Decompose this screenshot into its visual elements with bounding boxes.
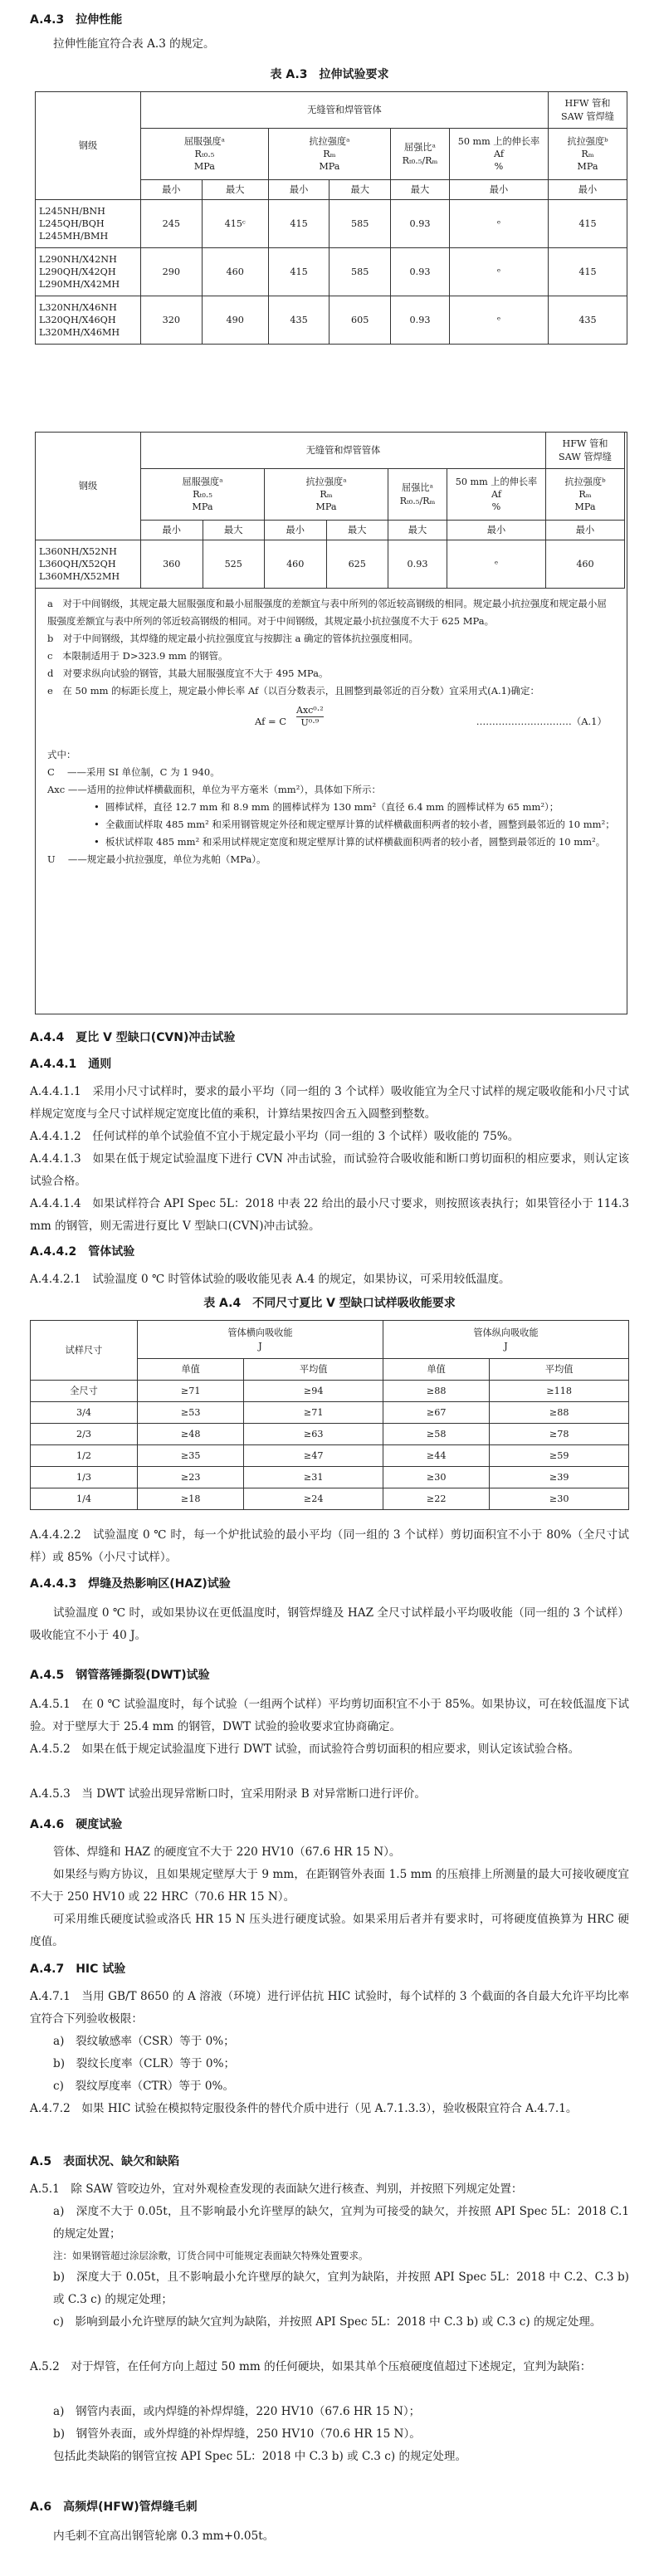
- value-cell: ≥59: [490, 1445, 629, 1467]
- tensile-max-header: 最大: [326, 521, 388, 540]
- value-cell: 0.93: [391, 248, 450, 296]
- size-header: 试样尺寸: [31, 1321, 138, 1381]
- grade-cell: L290NH/X42NH L290QH/X42QH L290MH/X42MH: [36, 248, 141, 296]
- paragraph-a51: A.5.1 除 SAW 管咬边外，宜对外观检查发现的表面缺欠进行核查、判别，并按照下列规定处置：: [30, 2183, 523, 2196]
- value-cell: 605: [330, 296, 391, 345]
- value-cell: ≥71: [244, 1402, 383, 1424]
- grade-cell: L360NH/X52NH L360QH/X52QH L360MH/X52MH: [36, 540, 141, 589]
- value-cell: ≥58: [383, 1424, 489, 1445]
- value-cell: ≥63: [244, 1424, 383, 1445]
- paragraph-a4411: A.4.4.1.1 采用小尺寸试样时，要求的最小平均（同一组的 3 个试样）吸收能宜为全尺寸试样的规定吸收能和小尺寸试样规定宽度与全尺寸试样规定宽度比值的乘积，计算结果按四舍五入圆整到整数。: [30, 1085, 629, 1121]
- single-header: 单值: [138, 1359, 244, 1381]
- section-a443-heading: A.4.4.3 焊缝及热影响区(HAZ)试验: [30, 1577, 231, 1591]
- value-cell: 360: [141, 540, 203, 589]
- value-cell: ≥22: [383, 1488, 489, 1510]
- value-cell: 435: [268, 296, 330, 345]
- elong-header: 50 mm 上的伸长率 Af %: [450, 129, 549, 180]
- list-item: a) 钢管内表面，或内焊缝的补焊焊缝，220 HV10（67.6 HR 15 N）；: [53, 2405, 421, 2418]
- value-cell: 415: [549, 200, 627, 248]
- formula-numerator: Axc⁰·²: [296, 705, 324, 716]
- weld-tensile-header: 抗拉强度ᵇ Rₘ MPa: [549, 129, 627, 180]
- ratio-header: 屈强比ᵃ Rₜ₀.₅/Rₘ: [388, 469, 447, 521]
- value-cell: 0.93: [388, 540, 447, 589]
- weld-min-header: 最小: [546, 521, 625, 540]
- average-header: 平均值: [244, 1359, 383, 1381]
- footnote-e: e 在 50 mm 的标距长度上，规定最小伸长率 Af（以百分数表示，且圆整到最邻近的百分数）宜采用式(A.1)确定：: [47, 685, 539, 697]
- yield-max-header: 最大: [202, 180, 268, 200]
- tensile-min-header: 最小: [268, 180, 330, 200]
- list-item: b) 钢管外表面，或外焊缝的补焊焊缝，250 HV10（70.6 HR 15 N）。: [53, 2427, 421, 2441]
- table-a4: [30, 1320, 629, 1510]
- value-cell: ᵉ: [447, 540, 546, 589]
- value-cell: ᵉ: [450, 248, 549, 296]
- section-a46-heading: A.4.6 硬度试验: [30, 1818, 123, 1831]
- value-cell: 0.93: [391, 296, 450, 345]
- value-cell: 245: [141, 200, 203, 248]
- size-cell: 1/2: [31, 1445, 138, 1467]
- table-a4-grid: [30, 1320, 629, 1510]
- value-cell: 415: [268, 248, 330, 296]
- paragraph-a4421: A.4.4.2.1 试验温度 0 ℃ 时管体试验的吸收能见表 A.4 的规定，如果协议，可采用较低温度。: [30, 1273, 510, 1286]
- table-row: [36, 248, 627, 296]
- list-item: c) 裂纹厚度率（CTR）等于 0%。: [53, 2080, 235, 2093]
- var-u: U ——规定最小抗拉强度，单位为兆帕（MPa）。: [47, 853, 266, 865]
- paragraph-a4413: A.4.4.1.3 如果在低于规定试验温度下进行 CVN 冲击试验，而试验符合吸收能和断口剪切面积的相应要求，则认定该试验合格。: [30, 1152, 629, 1188]
- section-a442-heading: A.4.4.2 管体试验: [30, 1245, 135, 1259]
- value-cell: 460: [202, 248, 268, 296]
- paragraph-a471: A.4.7.1 当用 GB/T 8650 的 A 溶液（环境）进行评估抗 HIC 试验时，每个试样的 3 个截面的各自最大允许平均比率宜符合下列验收极限：: [30, 1990, 629, 2026]
- paragraph-a4414: A.4.4.1.4 如果试样符合 API Spec 5L：2018 中表 22 给出的最小尺寸要求，则按照该表执行；如果管径小于 114.3 mm 的钢管，则无需进行夏比 V 型缺口(CVN)冲击试验。: [30, 1197, 629, 1233]
- size-cell: 1/4: [31, 1488, 138, 1510]
- weld-tensile-header: 抗拉强度ᵇ Rₘ MPa: [546, 469, 625, 521]
- ratio-header: 屈强比ᵃ Rₜ₀.₅/Rₘ: [391, 129, 450, 180]
- value-cell: ≥47: [244, 1445, 383, 1467]
- value-cell: ≥71: [138, 1381, 244, 1402]
- value-cell: ᵉ: [450, 296, 549, 345]
- value-cell: 460: [265, 540, 327, 589]
- paragraph-a4422: A.4.4.2.2 试验温度 0 ℃ 时，每一个炉批试验的最小平均（同一组的 3 个试样）剪切面积宜不小于 80%（全尺寸试样）或 85%（小尺寸试样）。: [30, 1528, 629, 1564]
- elong-min-header: 最小: [450, 180, 549, 200]
- value-cell: 460: [546, 540, 625, 589]
- value-cell: 435: [549, 296, 627, 345]
- longitudinal-header: 管体纵向吸收能 J: [383, 1321, 628, 1359]
- list-item: • 全截面试样取 485 mm² 和采用钢管规定外径和规定壁厚计算的试样横截面积两者的较小者，圆整到最邻近的 10 mm²；: [105, 816, 615, 833]
- value-cell: 525: [203, 540, 265, 589]
- body-group-header: 无缝管和焊管管体: [141, 433, 546, 469]
- value-cell: ≥39: [490, 1467, 629, 1488]
- note-a51: 注：如果钢管超过涂层涂敷，订货合同中可能规定表面缺欠特殊处置要求。: [53, 2250, 369, 2261]
- value-cell: 490: [202, 296, 268, 345]
- paragraph-a52: A.5.2 对于焊管，在任何方向上超过 50 mm 的任何硬块，如果其单个压痕硬度值超过下述规定，宜判为缺陷：: [30, 2360, 592, 2373]
- section-a43-intro: 拉伸性能宜符合表 A.3 的规定。: [53, 37, 215, 51]
- body-group-header: 无缝管和焊管管体: [141, 92, 549, 129]
- section-a5-heading: A.5 表面状况、缺欠和缺陷: [30, 2155, 180, 2168]
- var-c: C ——采用 SI 单位制，C 为 1 940。: [47, 766, 220, 778]
- var-axc: Axc ——适用的拉伸试样横截面积，单位为平方毫米（mm²），具体如下所示：: [47, 784, 382, 795]
- steel-grade-header: 钢级: [36, 433, 141, 540]
- value-cell: 415ᶜ: [202, 200, 268, 248]
- table-a3-part1: [35, 91, 627, 345]
- table-row: [31, 1488, 629, 1510]
- elong-min-header: 最小: [447, 521, 546, 540]
- table-row: [36, 200, 627, 248]
- formula-lhs: Af = C: [255, 716, 287, 727]
- paragraph-a4412: A.4.4.1.2 任何试样的单个试验值不宜小于规定最小平均（同一组的 3 个试样）吸收能的 75%。: [30, 1130, 520, 1143]
- weld-group-header: HFW 管和 SAW 管焊缝: [546, 433, 625, 469]
- table-a3-notes: [47, 595, 615, 868]
- value-cell: 320: [141, 296, 203, 345]
- tensile-min-header: 最小: [265, 521, 327, 540]
- table-a4-caption: 表 A.4 不同尺寸夏比 V 型缺口试样吸收能要求: [203, 1297, 456, 1310]
- paragraph-a6: 内毛刺不宜高出钢管轮廓 0.3 mm+0.05t。: [53, 2530, 275, 2543]
- weld-min-header: 最小: [549, 180, 627, 200]
- paragraph-a46-3: 可采用维氏硬度试验或洛氏 HR 15 N 压头进行硬度试验。如果采用后者并有要求时，可将硬度值换算为 HRC 硬度值。: [30, 1913, 629, 1948]
- paragraph-a46-1: 管体、焊缝和 HAZ 的硬度宜不大于 220 HV10（67.6 HR 15 N）。: [53, 1845, 401, 1859]
- paragraph-a472: A.4.7.2 如果 HIC 试验在模拟特定服役条件的替代介质中进行（见 A.7.1.3.3），验收极限宜符合 A.4.7.1。: [30, 2102, 578, 2115]
- value-cell: ≥24: [244, 1488, 383, 1510]
- value-cell: 415: [268, 200, 330, 248]
- section-a43-heading: A.4.3 拉伸性能: [30, 13, 123, 27]
- value-cell: ≥30: [490, 1488, 629, 1510]
- single-header: 单值: [383, 1359, 489, 1381]
- yield-max-header: 最大: [203, 521, 265, 540]
- list-item: a) 深度不大于 0.05t，且不影响最小允许壁厚的缺欠，宜判为可接受的缺欠，并按照 API Spec 5L：2018 C.1 的规定处置；: [53, 2205, 629, 2241]
- value-cell: ≥35: [138, 1445, 244, 1467]
- table-a3-grid: [35, 91, 627, 345]
- section-a44-heading: A.4.4 夏比 V 型缺口(CVN)冲击试验: [30, 1031, 236, 1044]
- value-cell: ᵉ: [450, 200, 549, 248]
- value-cell: 415: [549, 248, 627, 296]
- yield-min-header: 最小: [141, 180, 203, 200]
- section-a6-heading: A.6 高频焊(HFW)管焊缝毛刺: [30, 2500, 198, 2514]
- value-cell: ≥118: [490, 1381, 629, 1402]
- value-cell: ≥78: [490, 1424, 629, 1445]
- paragraph-a46-2: 如果经与购方协议，且如果规定壁厚大于 9 mm，在距钢管外表面 1.5 mm 的压痕排上所测量的最大可接收硬度宜不大于 250 HV10 或 22 HRC（70.6 HR 15 N）。: [30, 1868, 629, 1904]
- size-cell: 2/3: [31, 1424, 138, 1445]
- elong-header: 50 mm 上的伸长率 Af %: [447, 469, 546, 521]
- value-cell: ≥88: [383, 1381, 489, 1402]
- ratio-max-header: 最大: [391, 180, 450, 200]
- paragraph-a443: 试验温度 0 ℃ 时，或如果协议在更低温度时，钢管焊缝及 HAZ 全尺寸试样最小平均吸收能（同一组的 3 个试样）吸收能宜不小于 40 J。: [30, 1606, 629, 1642]
- paragraph-a451: A.4.5.1 在 0 ℃ 试验温度时，每个试验（一组两个试样）平均剪切面积宜不小于 85%。如果协议，可在较低温度下试验。对于壁厚大于 25.4 mm 的钢管，DWT 试验的验收要求宜协商确定。: [30, 1698, 629, 1733]
- value-cell: 585: [330, 248, 391, 296]
- value-cell: 585: [330, 200, 391, 248]
- footnote-d: d 对要求纵向试验的钢管，其最大屈服强度宜不大于 495 MPa。: [47, 667, 329, 679]
- value-cell: ≥30: [383, 1467, 489, 1488]
- paragraph-a453: A.4.5.3 当 DWT 试验出现异常断口时，宜采用附录 B 对异常断口进行评价。: [30, 1787, 426, 1801]
- size-cell: 3/4: [31, 1402, 138, 1424]
- value-cell: ≥18: [138, 1488, 244, 1510]
- table-row: [31, 1424, 629, 1445]
- section-a441-heading: A.4.4.1 通则: [30, 1058, 112, 1071]
- value-cell: ≥23: [138, 1467, 244, 1488]
- grade-cell: L245NH/BNH L245QH/BQH L245MH/BMH: [36, 200, 141, 248]
- grade-cell: L320NH/X46NH L320QH/X46QH L320MH/X46MH: [36, 296, 141, 345]
- size-cell: 1/3: [31, 1467, 138, 1488]
- table-a3-caption: 表 A.3 拉伸试验要求: [270, 68, 389, 81]
- value-cell: ≥53: [138, 1402, 244, 1424]
- paragraph-a52-tail: 包括此类缺陷的钢管宜按 API Spec 5L：2018 中 C.3 b) 或 C.3 c) 的规定处理。: [53, 2450, 467, 2463]
- formula-denominator: U⁰·⁹: [300, 717, 320, 728]
- footnote-a: a 对于中间钢级，其规定最大屈服强度和最小屈服强度的差额宜与表中所列的邻近较高钢级的相同。规定最小抗拉强度和规定最小屈服强度差额宜与表中所列的邻近较高钢级的相同。对于中间钢级，其规定最小抗拉强度不大于 625 MPa。: [47, 598, 607, 627]
- table-row: [31, 1445, 629, 1467]
- value-cell: 290: [141, 248, 203, 296]
- list-item: a) 裂纹敏感率（CSR）等于 0%；: [53, 2035, 235, 2048]
- value-cell: 625: [326, 540, 388, 589]
- value-cell: 0.93: [391, 200, 450, 248]
- paragraph-a452: A.4.5.2 如果在低于规定试验温度下进行 DWT 试验，而试验符合剪切面积的相应要求，则认定该试验合格。: [30, 1743, 580, 1756]
- value-cell: ≥48: [138, 1424, 244, 1445]
- yield-header: 屈服强度ᵃ Rₜ₀.₅ MPa: [141, 469, 265, 521]
- table-row: [31, 1467, 629, 1488]
- yield-min-header: 最小: [141, 521, 203, 540]
- table-row: [36, 540, 625, 589]
- list-item: b) 裂纹长度率（CLR）等于 0%；: [53, 2057, 236, 2070]
- ratio-max-header: 最大: [388, 521, 447, 540]
- where-label: 式中：: [47, 749, 76, 760]
- table-row: [31, 1402, 629, 1424]
- list-item: b) 深度大于 0.05t，且不影响最小允许壁厚的缺欠，宜判为缺陷，并按照 API Spec 5L：2018 中 C.2、C.3 b) 或 C.3 c) 的规定处理；: [53, 2270, 629, 2306]
- tensile-header: 抗拉强度ᵃ Rₘ MPa: [268, 129, 390, 180]
- value-cell: ≥88: [490, 1402, 629, 1424]
- section-a45-heading: A.4.5 钢管落锤撕裂(DWT)试验: [30, 1669, 210, 1682]
- table-row: [31, 1381, 629, 1402]
- footnote-c: c 本限制适用于 D>323.9 mm 的钢管。: [47, 650, 228, 662]
- tensile-max-header: 最大: [330, 180, 391, 200]
- transverse-header: 管体横向吸收能 J: [138, 1321, 383, 1359]
- table-a3-part2: [35, 432, 627, 1014]
- list-item: c) 影响到最小允许壁厚的缺欠宜判为缺陷，并按照 API Spec 5L：2018 中 C.3 b) 或 C.3 c) 的规定处理。: [53, 2315, 602, 2329]
- axc-bullets: [47, 799, 615, 851]
- formula-a1: [47, 700, 615, 746]
- footnote-b: b 对于中间钢级，其焊缝的规定最小抗拉强度宜与按脚注 a 确定的管体抗拉强度相同。: [47, 633, 419, 644]
- formula-fraction: [296, 705, 324, 729]
- value-cell: ≥67: [383, 1402, 489, 1424]
- section-a47-heading: A.4.7 HIC 试验: [30, 1963, 126, 1976]
- steel-grade-header: 钢级: [36, 92, 141, 200]
- average-header: 平均值: [490, 1359, 629, 1381]
- size-cell: 全尺寸: [31, 1381, 138, 1402]
- tensile-header: 抗拉强度ᵃ Rₘ MPa: [265, 469, 388, 521]
- weld-group-header: HFW 管和 SAW 管焊缝: [549, 92, 627, 129]
- list-item: • 圆棒试样，直径 12.7 mm 和 8.9 mm 的圆棒试样为 130 mm²（直径 6.4 mm 的圆棒试样为 65 mm²）；: [105, 799, 615, 816]
- value-cell: ≥44: [383, 1445, 489, 1467]
- value-cell: ≥31: [244, 1467, 383, 1488]
- table-a3-grid-2: [35, 432, 625, 589]
- table-row: [36, 296, 627, 345]
- value-cell: ≥94: [244, 1381, 383, 1402]
- yield-header: 屈服强度ᵃ Rₜ₀.₅ MPa: [141, 129, 269, 180]
- list-item: • 板状试样取 485 mm² 和采用试样规定宽度和规定壁厚计算的试样横截面积两者的较小者，圆整到最邻近的 10 mm²。: [105, 833, 615, 851]
- formula-number: …………………………（A.1）: [476, 716, 607, 727]
